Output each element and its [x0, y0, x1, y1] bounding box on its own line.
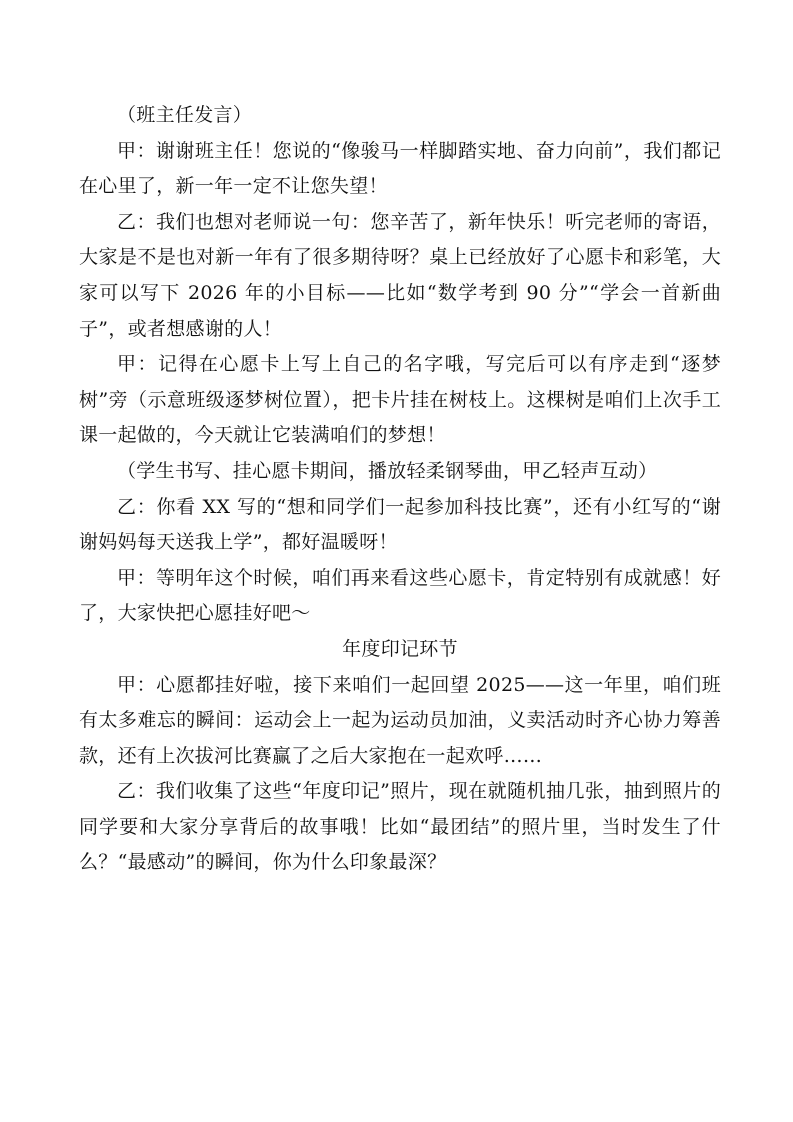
- dialogue-paragraph: 乙：我们也想对老师说一句：您辛苦了，新年快乐！听完老师的寄语，大家是不是也对新一年有了很多期待呀？桌上已经放好了心愿卡和彩笔，大家可以写下 2026 年的小目标——比如“数学考到 90 分”“学会一首新曲子”，或者想感谢的人！: [79, 210, 721, 340]
- dialogue-paragraph: 甲：心愿都挂好啦，接下来咱们一起回望 2025——这一年里，咱们班有太多难忘的瞬间：运动会上一起为运动员加油，义卖活动时齐心协力筹善款，还有上次拔河比赛赢了之后大家抱在一起欢呼……: [79, 673, 721, 767]
- section-heading: 年度印记环节: [342, 637, 458, 660]
- dialogue-paragraph: 乙：我们收集了这些“年度印记”照片，现在就随机抽几张，抽到照片的同学要和大家分享背后的故事哦！比如“最团结”的照片里，当时发生了什么？“最感动”的瞬间，你为什么印象最深？: [79, 780, 721, 874]
- dialogue-paragraph: 甲：谢谢班主任！您说的“像骏马一样脚踏实地、奋力向前”，我们都记在心里了，新一年一定不让您失望！: [79, 139, 721, 198]
- dialogue-paragraph: 甲：等明年这个时候，咱们再来看这些心愿卡，肯定特别有成就感！好了，大家快把心愿挂好吧～: [79, 566, 721, 625]
- dialogue-paragraph: 乙：你看 XX 写的“想和同学们一起参加科技比赛”，还有小红写的“谢谢妈妈每天送我上学”，都好温暖呀！: [79, 495, 721, 554]
- document-body: [79, 98, 721, 881]
- stage-direction-teacher-speech: （班主任发言）: [117, 104, 253, 126]
- dialogue-paragraph: 甲：记得在心愿卡上写上自己的名字哦，写完后可以有序走到“逐梦树”旁（示意班级逐梦树位置），把卡片挂在树枝上。这棵树是咱们上次手工课一起做的，今天就让它装满咱们的梦想！: [79, 353, 721, 447]
- stage-direction-wish-cards: （学生书写、挂心愿卡期间，播放轻柔钢琴曲，甲乙轻声互动）: [117, 459, 658, 482]
